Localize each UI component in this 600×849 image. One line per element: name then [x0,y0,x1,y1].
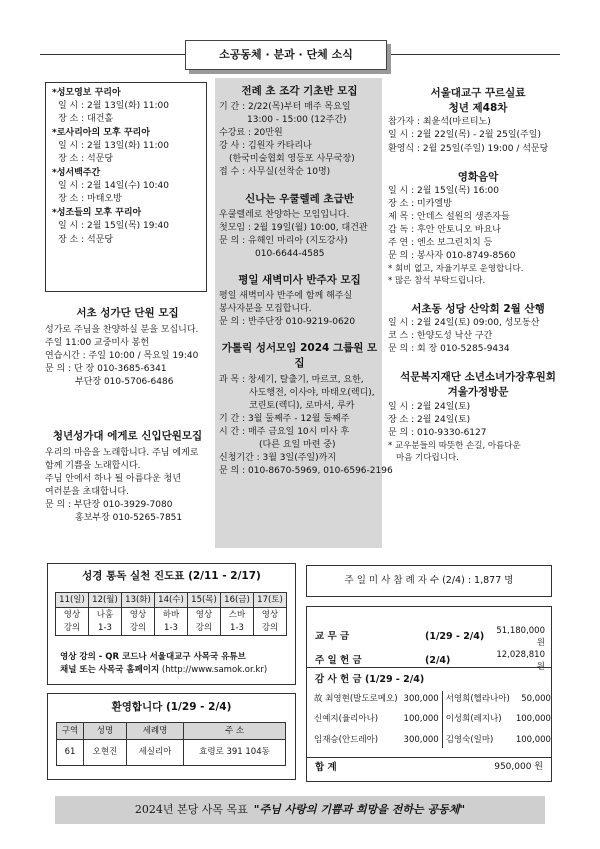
schedule-reading: 스바 1-3 [221,608,254,636]
schedule-day: 16(금) [221,593,254,608]
finance-divider [307,667,551,668]
schedule-reading: 영상 강의 [122,608,155,636]
header-rule-right [390,54,560,55]
gift-table [311,691,554,748]
schedule-day: 14(수) [155,593,188,608]
schedule-day: 13(화) [122,593,155,608]
total-divider [307,757,551,758]
attendance-count: 주 일 미 사 참 례 자 수 (2/4) : 1,877 명 [344,575,514,586]
table-row: 故 최영현(발도로메오) 300,000 서영희(헬라나아) 50,000 [311,691,554,707]
schedule-table [55,592,287,636]
footer-year: 2024년 본당 사목 목표 [134,803,248,817]
welfare-title: 석문복지재단 소년소녀가장후원회 [400,371,556,384]
meeting-item: *성조들의 모후 꾸리아 일 시 : 2월 15일(목) 19:40 장 소 : 석문당 [52,208,169,245]
table-row: 61 오현진 세실리아 효령로 391 104동 [57,740,286,765]
welfare-subtitle: 겨울가정방문 [447,386,509,399]
schedule-day: 15(목) [188,593,221,608]
schedule-reading: 영상 강의 [254,608,287,636]
schedule-link[interactable]: 채널 또는 사목국 홈페이지 (http://www.samok.or.kr) [60,665,268,675]
meeting-item: *로사리아의 모후 꾸리아 일 시 : 2월 13일(화) 11:00 장 소 : 석문당 [52,128,169,165]
youth-choir-recruit: 청년성가대 에게로 신입단원모집 우리의 마음을 노래합니다. 주님 에게로 함께 기쁨을 노래합시다. 주님 안에서 하나 될 아름다운 청년 여러분을 초대합니다. 문 의 : 부단장 010-3929-7080 홍보부장 010-5265-7851 [45,429,210,526]
bible-title: 가톨릭 성서모임 2024 그룹원 모집 [221,342,378,370]
schedule-reading: 나훔 1-3 [89,608,122,636]
finance-row: 주 일 헌 금 (2/4) 12,028,810 [315,650,545,667]
hiking-title: 서초동 성당 산악회 2월 산행 [411,302,545,315]
schedule-day: 11(일) [56,593,89,608]
choir-recruit: 서초 성가단 단원 모집 성가로 주님을 찬양하실 분을 모십니다. 주일 11:00 교중미사 봉헌 연습시간 : 주일 10:00 / 목요일 19:40 문 의 : 단 장 010-3685-6341 부단장 010-5706-6486 [45,306,210,389]
footer-banner [55,796,545,824]
middle-column: 전례 초 조각 기초반 모집 기 간 : 2/22(목)부터 매주 목요일 13:00 - 15:00 (12주간) 수강료 : 20만원 강 사 : 김원자 카타리나 (한국미술협회 영등포 사무국장) 접 수 : 사무실(선착순 10명) 신나는 우쿨렐레 초급반 우쿨렐레로 찬양하는 모임입니다. 첫모임 : 2월 19일(월) 10:00, 대건관 문 의 : 유해인 마리아 (지도강사) 010-6644-4585 평일 새벽미사 반주자 모집 평일 새벽미사 반주에 함께 해주실 봉사자분을 모집합니다. 문 의 : 반주단장 010-9219-0620 가톨릭 성서모임 2024 그룹원 모집 과 목 : 창세기, 탈출기, 마르코, 요한, 사도행전, 이사야, 마태오(렉디), 코린토(렉디), 로마서, 루카 기 간 : 3월 둘째주 - 12월 둘째주 시 간 : 매주 금요일 10시 미사 후 (다른 요일 마련 중) 신청기간 : 3월 3일(주일)까지 문 의 : 010-8670-5969, 010-6596-2196 [215,78,382,548]
welcome-title: 환영합니다 (1/29 - 2/4) [111,701,232,713]
schedule-reading: 영상 강의 [188,608,221,636]
sculpture-title: 전례 초 조각 기초반 모집 [241,85,358,97]
schedule-title: 성경 통독 실천 진도표 (2/11 - 2/17) [82,570,261,582]
choir-title: 서초 성가단 단원 모집 [76,307,179,319]
finance-row: 교 무 금 (1/29 - 2/4) 51,180,000 원 [315,626,545,649]
gift-title: 감 사 헌 금 (1/29 - 2/4) [315,674,425,685]
servers-title: 평일 새벽미사 반주자 모집 [238,273,361,286]
schedule-day: 12(월) [89,593,122,608]
bible-schedule-box [47,563,296,685]
welcome-table: 구역 성명 세례명 주 소 61 오현진 세실리아 효령로 391 104동 [56,722,286,766]
schedule-note: 영상 강의 - QR 코드나 서울대교구 사목국 유튜브 [60,652,246,662]
header-rule-left [40,54,185,55]
cursillo-title: 서울대교구 꾸르실료 [430,87,526,99]
youth-choir-title: 청년성가대 에게로 신입단원모집 [52,430,203,442]
film-title: 영화음악 [457,170,499,183]
ukulele-title: 신나는 우쿨렐레 초급반 [245,192,354,205]
schedule-day: 17(토) [254,593,287,608]
finance-box [306,606,552,782]
table-row: 신예지(율리아나) 100,000 이성희(레지나) 100,000 [311,707,554,727]
attendance-box [306,565,552,597]
right-column: 서울대교구 꾸르실료 청년 제48차 참가자 : 최윤석(마르티노) 일 시 : 2월 22일(목) - 2월 25일(주일) 환영식 : 2월 25일(주일) 19:00 / 석문당 영화음악 일 시 : 2월 15일(목) 16:00 장 소 : 미카엘방 제 목 : 안데스 설원의 생존자들 감 독 : 후안 안토니오 바요나 주 연 : 엔소 보그린치치 등 문 의 : 봉사자 010-8749-8560 * 회비 없고, 자율기부로 운영합니다. * 많은 참석 부탁드립니다. 서초동 성당 산악회 2월 산행 일 시 : 2월 24일(토) 09:00, 성모동산 코 스 : 한양도성 낙산 구간 문 의 : 회 장 010-5285-9434 석문복지재단 소년소녀가장후원회 겨울가정방문 일 시 : 2월 24일(토) 장 소 : 2월 24일(토) 문 의 : 010-9330-6127 * 교우분들의 따뜻한 손길, 아름다운 마음 기다립니다. [388,86,568,464]
total-row: 합 계 950,000 원 [315,762,543,773]
cursillo-subtitle: 청년 제48차 [448,102,508,115]
meeting-item: *성모영보 꾸리아 일 시 : 2월 13일(화) 11:00 장 소 : 대건홀 [52,88,169,125]
schedule-reading: 영상 강의 [56,608,89,636]
meeting-item: *성서백주간 일 시 : 2월 14일(수) 10:40 장 소 : 마태오방 [52,168,169,205]
welcome-box [47,693,296,780]
schedule-reading: 하바 1-3 [155,608,188,636]
footer-motto: "주님 사랑의 기쁨과 희망을 전하는 공동체" [253,803,466,817]
meetings-box [45,82,207,292]
section-title: 소공동체 · 분과 · 단체 소식 [185,40,387,70]
table-row: 임재승(안드레아) 300,000 김영숙(일마) 100,000 [311,728,554,748]
